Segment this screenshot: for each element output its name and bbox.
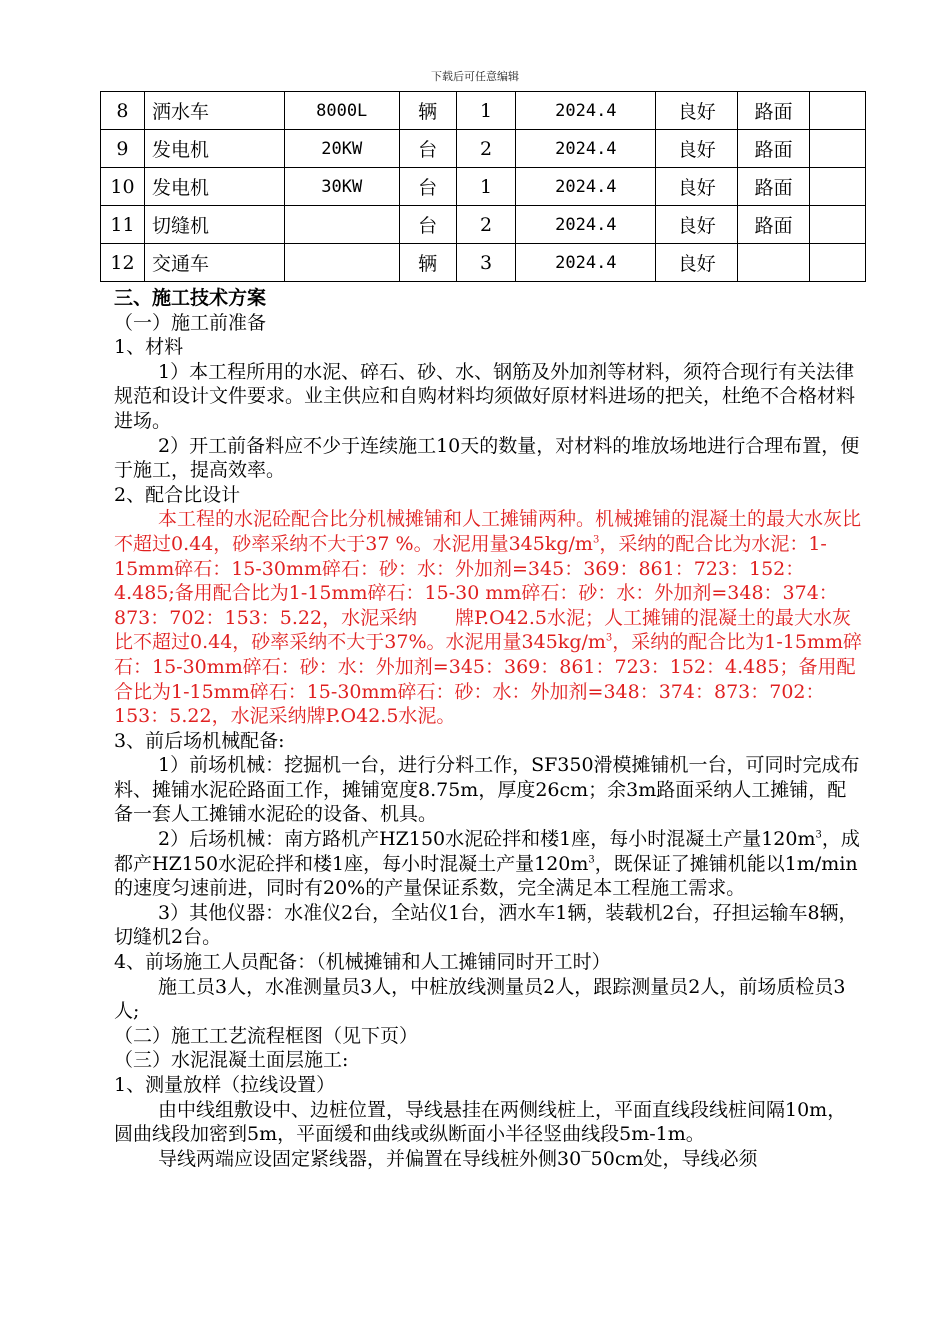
table-row: [101, 244, 866, 282]
text-run: ，采纳的配合比为水泥：1-15mm碎石：15-30mm碎石：砂：水：外加剂=345：369：861：723：152：4.485;备用配合比为1-15mm碎石：15-30 mm碎石：砂：水：外加剂=348：374：873：702：153：5.22，水泥采纳 牌P.O42.5水泥；人工摊铺的混凝土的最大水灰比不超过0.44，砂率采纳不大于37%。水泥用量345kg/m: [114, 532, 851, 654]
cell-condition: 良好: [656, 244, 738, 282]
cell-no: 11: [101, 206, 145, 244]
cell-no: 10: [101, 168, 145, 206]
paragraph: 1）前场机械：挖掘机一台，进行分料工作，SF350滑模摊铺机一台，可同时完成布料、摊铺水泥砼路面工作，摊铺宽度8.75m，厚度26cm；余3m路面采纳人工摊铺，配备一套人工摊铺水泥砼的设备、机具。: [114, 754, 860, 826]
cell-remark: [810, 244, 866, 282]
section-heading: 三、施工技术方案: [114, 287, 267, 309]
cell-condition: 良好: [656, 130, 738, 168]
cell-spec: 30KW: [284, 168, 399, 206]
text-run: ，成都产HZ150水泥砼拌和楼1座，每小时混凝土产量120m: [114, 828, 860, 875]
table-row: [101, 92, 866, 130]
cell-date: 2024.4: [516, 206, 656, 244]
cell-unit: 台: [399, 206, 456, 244]
item-heading: 1、材料: [114, 336, 184, 359]
table-row: [101, 168, 866, 206]
cell-use: 路面: [738, 92, 810, 130]
cell-date: 2024.4: [516, 244, 656, 282]
item-heading: 2、配合比设计: [114, 483, 241, 506]
cell-remark: [810, 206, 866, 244]
text-run: ，既保证了摊铺机能以1m/min的速度匀速前进，同时有20%的产量保证系数，完全满足本工程施工需求。: [114, 852, 858, 900]
equipment-table: [100, 91, 866, 282]
cell-unit: 台: [399, 168, 456, 206]
subsection-heading: （三）水泥混凝土面层施工:: [114, 1049, 349, 1072]
cell-date: 2024.4: [516, 92, 656, 130]
paragraph: 1）本工程所用的水泥、碎石、砂、水、钢筋及外加剂等材料，须符合现行有关法律规范和设计文件要求。业主供应和自购材料均须做好原材料进场的把关，杜绝不合格材料进场。: [114, 360, 856, 432]
equipment-table-body: [101, 92, 866, 282]
cell-remark: [810, 168, 866, 206]
cell-unit: 辆: [399, 92, 456, 130]
cell-qty: 3: [456, 244, 516, 282]
cell-no: 9: [101, 130, 145, 168]
item-heading: 1、测量放样（拉线设置）: [114, 1074, 336, 1096]
cell-unit: 辆: [399, 244, 456, 282]
item-heading: 3、前后场机械配备:: [114, 729, 285, 752]
item-heading: 4、前场施工人员配备：（机械摊铺和人工摊铺同时开工时）: [114, 951, 611, 974]
cell-no: 8: [101, 92, 145, 130]
cell-name: 交通车: [144, 244, 284, 282]
paragraph: [114, 827, 864, 901]
cell-condition: 良好: [656, 206, 738, 244]
cell-unit: 台: [399, 130, 456, 168]
superscript: 3: [605, 632, 613, 644]
paragraph: 导线两端应设固定紧线器，并偏置在导线桩外侧30‾50cm处，导线必须: [158, 1147, 758, 1170]
text-run: ，采纳的配合比为1-15mm碎石：15-30mm碎石：砂：水：外加剂=345：369：861：723：152：4.485；备用配合比为1-15mm碎石：15-30mm碎石：砂：水：外加剂=348：374：873：702：153：5.22，水泥采纳牌P.O42.5水泥。: [114, 631, 863, 728]
paragraph: 2）开工前备料应不少于连续施工10天的数量，对材料的堆放场地进行合理布置，便于施工，提高效率。: [114, 434, 860, 482]
cell-use: [738, 244, 810, 282]
paragraph: 由中线组敷设中、边桩位置，导线悬挂在两侧线桩上，平面直线段线桩间隔10m，圆曲线段加密到5m，平面缓和曲线或纵断面小半径竖曲线段5m-1m。: [114, 1098, 847, 1146]
cell-remark: [810, 130, 866, 168]
subsection-heading: （一）施工前准备: [114, 311, 267, 334]
cell-spec: [284, 206, 399, 244]
subsection-heading: （二）施工工艺流程框图（见下页）: [114, 1024, 419, 1047]
mix-design-paragraph: [114, 507, 864, 728]
cell-use: 路面: [738, 130, 810, 168]
cell-remark: [810, 92, 866, 130]
cell-spec: [284, 244, 399, 282]
cell-name: 切缝机: [144, 206, 284, 244]
cell-spec: 8000L: [284, 92, 399, 130]
paragraph: 3）其他仪器：水准仪2台，全站仪1台，洒水车1辆，装载机2台，孖担运输车8辆，切缝机2台。: [114, 901, 858, 949]
text-run: 本工程的水泥砼配合比分机械摊铺和人工摊铺两种。机械摊铺的混凝土的最大水灰比不超过0.44，砂率采纳不大于37 %。水泥用量345kg/m: [114, 508, 862, 555]
cell-use: 路面: [738, 206, 810, 244]
superscript: 3: [815, 829, 822, 841]
paragraph: 施工员3人，水准测量员3人，中桩放线测量员2人，跟踪测量员2人，前场质检员3人;: [114, 975, 846, 1023]
text-run: 2）后场机械：南方路机产HZ150水泥砼拌和楼1座，每小时混凝土产量120m: [158, 828, 816, 851]
cell-spec: 20KW: [284, 130, 399, 168]
table-row: [101, 130, 866, 168]
superscript: 3: [588, 854, 595, 866]
cell-name: 发电机: [144, 168, 284, 206]
cell-name: 发电机: [144, 130, 284, 168]
table-row: [101, 206, 866, 244]
cell-qty: 2: [456, 130, 516, 168]
header-note: 下载后可任意编辑: [431, 70, 519, 83]
superscript: 3: [592, 534, 600, 546]
cell-qty: 2: [456, 206, 516, 244]
cell-qty: 1: [456, 92, 516, 130]
cell-qty: 1: [456, 168, 516, 206]
cell-date: 2024.4: [516, 168, 656, 206]
cell-condition: 良好: [656, 168, 738, 206]
cell-condition: 良好: [656, 92, 738, 130]
cell-no: 12: [101, 244, 145, 282]
cell-use: 路面: [738, 168, 810, 206]
document-body: [114, 286, 864, 1171]
cell-date: 2024.4: [516, 130, 656, 168]
cell-name: 洒水车: [144, 92, 284, 130]
